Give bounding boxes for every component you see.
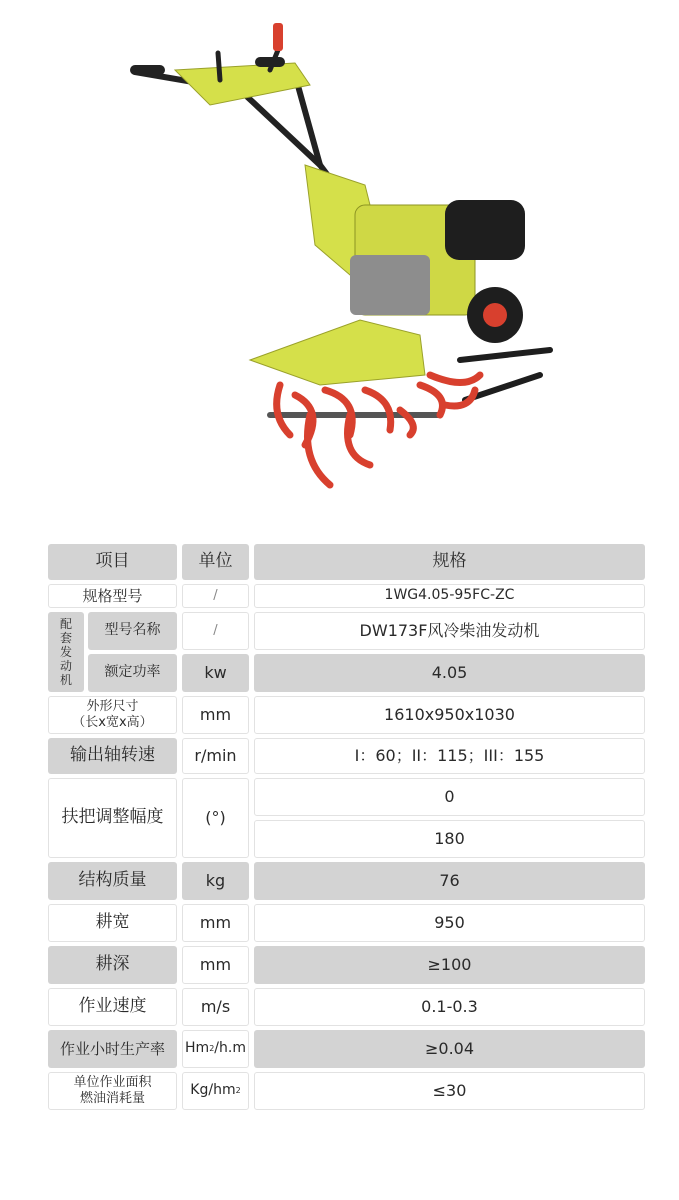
width-value: 950 [254, 904, 645, 942]
fuel-label-line1: 单位作业面积 [73, 1074, 152, 1090]
dimensions-value: 1610x950x1030 [254, 696, 645, 734]
depth-label: 耕深 [48, 946, 177, 984]
header-item: 项目 [48, 544, 177, 580]
handle-angle-value-1: 0 [254, 778, 645, 816]
productivity-unit-tail: /h.m [214, 1040, 246, 1057]
fuel-label [48, 1072, 177, 1110]
engine-power-value: 4.05 [254, 654, 645, 692]
header-unit: 单位 [182, 544, 249, 580]
tiller-tines [270, 375, 480, 485]
engine-model-unit: / [182, 612, 249, 650]
model-label: 规格型号 [48, 584, 177, 608]
dimensions-unit: mm [182, 696, 249, 734]
productivity-unit-sup: 2 [209, 1044, 215, 1053]
shaft-speed-value: I：60；II：115；III：155 [254, 738, 645, 774]
dimensions-label-line2: （长x宽x高） [72, 715, 153, 730]
productivity-unit-base: Hm [185, 1040, 210, 1057]
handle-angle-unit: (°) [182, 778, 249, 858]
speed-value: 0.1-0.3 [254, 988, 645, 1026]
shaft-speed-unit: r/min [182, 738, 249, 774]
mass-value: 76 [254, 862, 645, 900]
control-panel [175, 63, 310, 105]
width-unit: mm [182, 904, 249, 942]
fuel-label-line2: 燃油消耗量 [79, 1091, 145, 1106]
speed-unit: m/s [182, 988, 249, 1026]
width-label: 耕宽 [48, 904, 177, 942]
engine-model-value: DW173F风冷柴油发动机 [254, 612, 645, 650]
engine-power-label: 额定功率 [88, 654, 177, 692]
handle-angle-label: 扶把调整幅度 [48, 778, 177, 858]
dimensions-label-line1: 外形尺寸 [86, 698, 139, 714]
mass-unit: kg [182, 862, 249, 900]
engine-model-label: 型号名称 [88, 612, 177, 650]
speed-label: 作业速度 [48, 988, 177, 1026]
model-value: 1WG4.05-95FC-ZC [254, 584, 645, 608]
fuel-unit [182, 1072, 249, 1110]
shaft-speed-label: 输出轴转速 [48, 738, 177, 774]
engine-grey-body [350, 255, 430, 315]
productivity-label: 作业小时生产率 [48, 1030, 177, 1068]
engine-power-unit: kw [182, 654, 249, 692]
model-unit: / [182, 584, 249, 608]
engine-group-text: 配套发动机 [59, 617, 72, 687]
dimensions-label [48, 696, 177, 734]
left-grip [130, 65, 165, 75]
header-spec: 规格 [254, 544, 645, 580]
fender [250, 320, 425, 385]
right-grip [255, 57, 285, 67]
handle-angle-value-2: 180 [254, 820, 645, 858]
red-lever [273, 23, 283, 51]
fuel-value: ≤30 [254, 1072, 645, 1110]
depth-unit: mm [182, 946, 249, 984]
depth-value: ≥100 [254, 946, 645, 984]
productivity-unit [182, 1030, 249, 1068]
mass-label: 结构质量 [48, 862, 177, 900]
fuel-unit-base: Kg/hm [190, 1082, 236, 1099]
fuel-unit-sup: 2 [235, 1086, 241, 1095]
air-filter [445, 200, 525, 260]
productivity-value: ≥0.04 [254, 1030, 645, 1068]
tiller-product-image [120, 15, 570, 505]
engine-group-label [48, 612, 84, 692]
